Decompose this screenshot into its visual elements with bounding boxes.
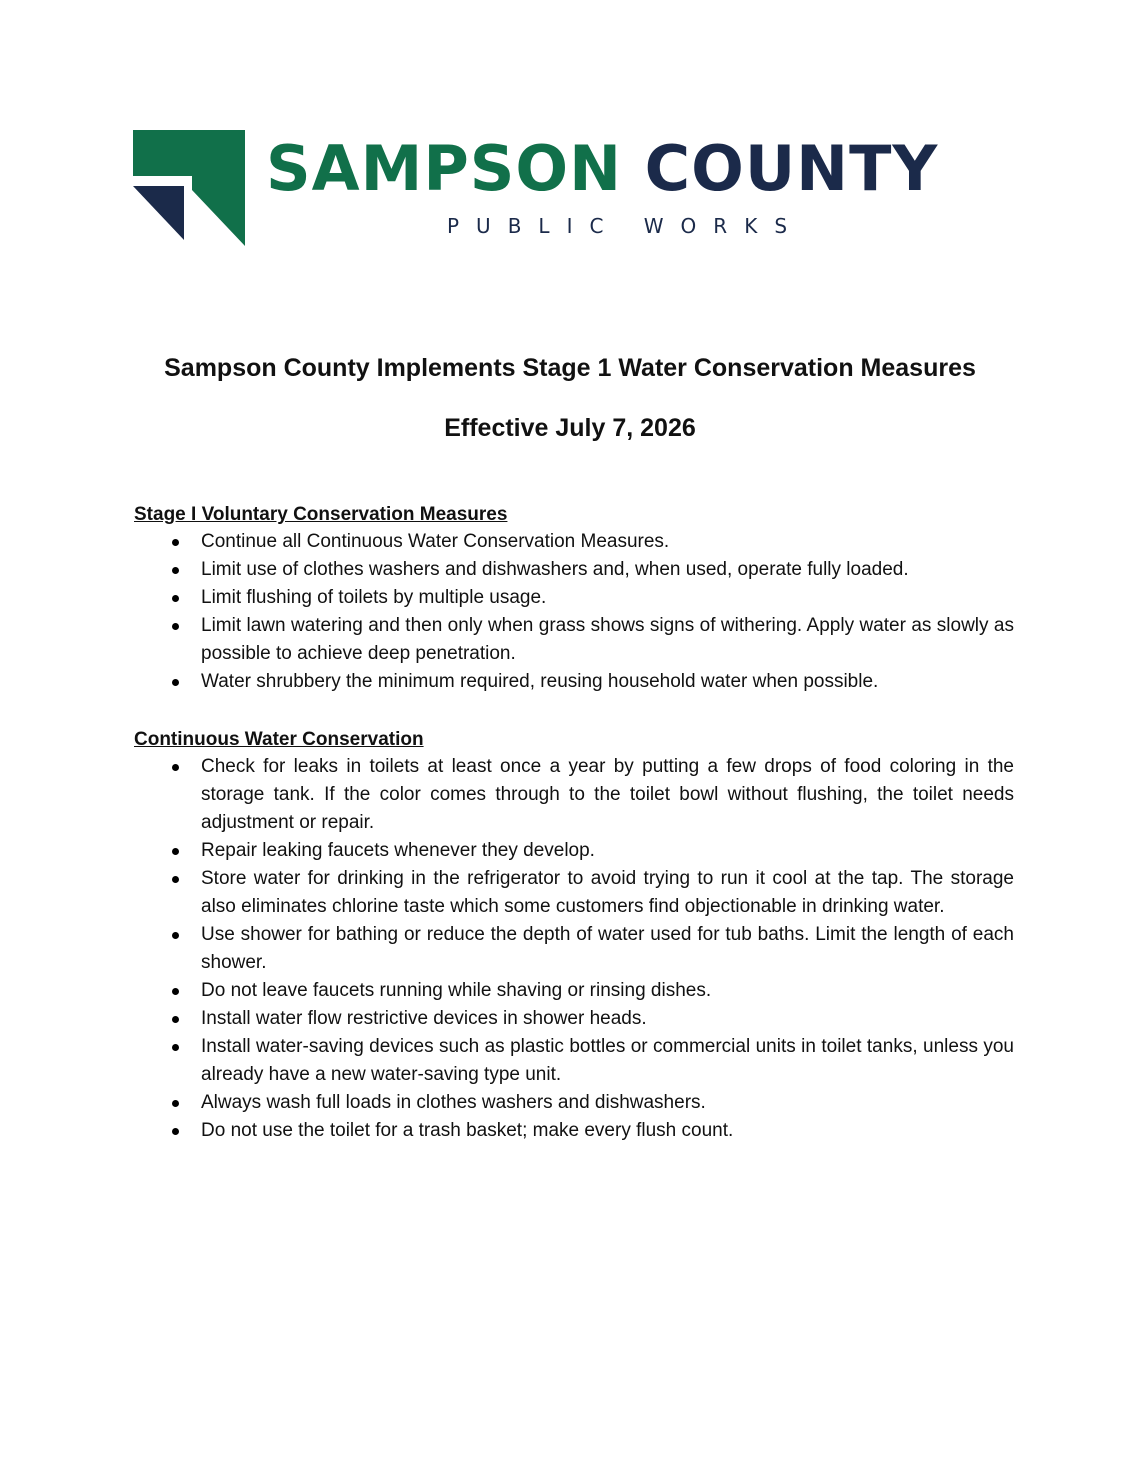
section-title: Continuous Water Conservation (134, 729, 424, 750)
section-stage-1 (134, 502, 1014, 696)
list-item: Limit flushing of toilets by multiple usage. (134, 584, 1014, 612)
list-item: Check for leaks in toilets at least once a year by putting a few drops of food coloring in the storage tank. If the color comes through to the toilet bowl without flushing, the toilet needs adjustment or repair. (134, 753, 1014, 837)
measures-list (134, 753, 1014, 1145)
section-title: Stage I Voluntary Conservation Measures (134, 504, 508, 525)
section-continuous (134, 727, 1014, 1145)
logo-word-sampson: SAMPSON (266, 132, 623, 205)
effective-date: Effective July 7, 2026 (444, 414, 696, 442)
logo-subtitle: PUBLIC WORKS (447, 214, 805, 238)
list-item: Install water flow restrictive devices in shower heads. (134, 1005, 1014, 1033)
measures-list (134, 528, 1014, 696)
logo-mark-icon (133, 130, 247, 246)
list-item: Always wash full loads in clothes washers and dishwashers. (134, 1089, 1014, 1117)
logo-wordmark (266, 132, 938, 206)
list-item: Store water for drinking in the refrigerator to avoid trying to run it cool at the tap. The storage also eliminates chlorine taste which some customers find objectionable in drinking water. (134, 865, 1014, 921)
list-item: Repair leaking faucets whenever they develop. (134, 837, 1014, 865)
list-item: Limit use of clothes washers and dishwashers and, when used, operate fully loaded. (134, 556, 1014, 584)
list-item: Do not use the toilet for a trash basket; make every flush count. (134, 1117, 1014, 1145)
list-item: Limit lawn watering and then only when grass shows signs of withering. Apply water as slowly as possible to achieve deep penetration. (134, 612, 1014, 668)
logo-word-county: COUNTY (644, 132, 939, 205)
list-item: Water shrubbery the minimum required, reusing household water when possible. (134, 668, 1014, 696)
list-item: Continue all Continuous Water Conservation Measures. (134, 528, 1014, 556)
list-item: Install water-saving devices such as plastic bottles or commercial units in toilet tanks, unless you already have a new water-saving type unit. (134, 1033, 1014, 1089)
list-item: Do not leave faucets running while shaving or rinsing dishes. (134, 977, 1014, 1005)
page-title: Sampson County Implements Stage 1 Water Conservation Measures (164, 354, 976, 382)
sampson-county-logo (133, 130, 993, 250)
list-item: Use shower for bathing or reduce the depth of water used for tub baths. Limit the length of each shower. (134, 921, 1014, 977)
